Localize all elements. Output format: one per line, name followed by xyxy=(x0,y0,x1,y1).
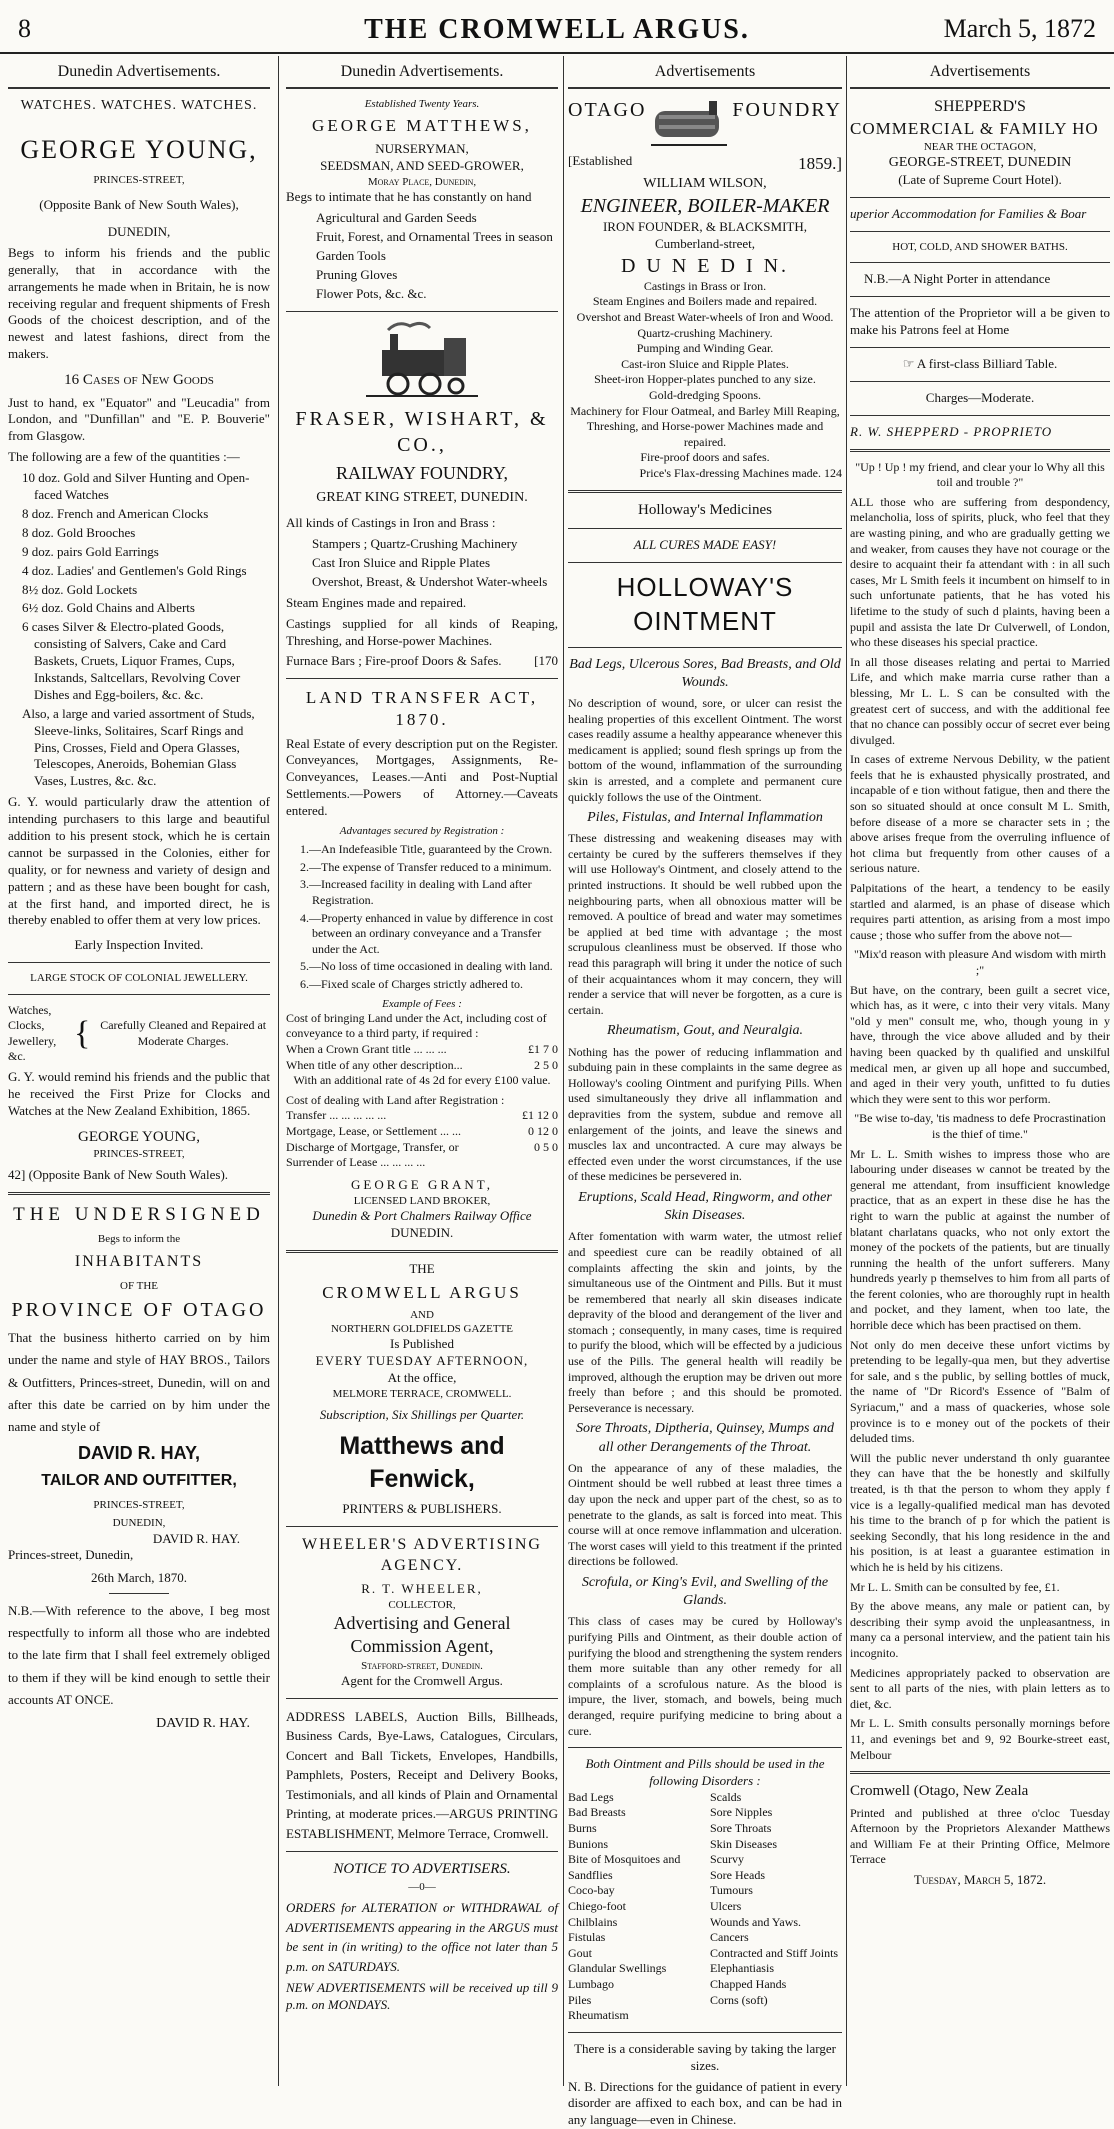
of-city: D U N E D I N. xyxy=(620,254,790,277)
list-item: Agricultural and Garden Seeds xyxy=(316,210,477,226)
list-item: 6.—Fixed scale of Charges strictly adhered to. xyxy=(300,977,524,991)
list-item: 5.—No loss of time occasioned in dealing with land. xyxy=(300,959,553,974)
wheeler-name: R. T. WHEELER, xyxy=(361,1580,483,1596)
und-street: PRINCES-STREET, xyxy=(93,1498,185,1511)
shepperd-name: SHEPPERD'S xyxy=(934,97,1026,115)
lt-fees-head: Example of Fees : xyxy=(382,997,462,1010)
of-established: [Established xyxy=(568,152,633,168)
section-body: On the appearance of any of these maladies, the Ointment should be well rubbed at least three times a day upon the neck and upper part of the chest, so as to penetrate to the glands, as salt is forced into meat. This course will at once remove inflammation and ulceration. The worst cases will yield to this treatment if the printed directions be followed. xyxy=(568,1460,842,1569)
list-item: 4 doz. Ladies' and Gentlemen's Gold Rings xyxy=(22,562,247,578)
ca-and: AND xyxy=(410,1308,434,1321)
holloway-header: Holloway's Medicines xyxy=(638,501,772,518)
imprint-body: Printed and published at three o'cloc Tuesday Afternoon by the Proprietors Alexander Matthews and William Fe at their Printing Office, Melmore Terrace xyxy=(850,1805,1110,1867)
ca-address: MELMORE TERRACE, CROMWELL. xyxy=(332,1388,512,1401)
george-young-name: GEORGE YOUNG, xyxy=(20,134,258,164)
fee-row: When a Crown Grant title ... ... ... £1 7 0 xyxy=(286,1042,558,1057)
list-item: Fruit, Forest, and Ornamental Trees in season xyxy=(316,229,553,245)
column-header: Advertisements xyxy=(850,56,1110,89)
smith-paragraph: Palpitations of the heart, a tendency to be easily startled and alarmed, is an phase of disease which requires parti attention, as arising from a most impo cause ; those who suffer from the above not— xyxy=(850,881,1110,942)
column-header: Dunedin Advertisements. xyxy=(286,56,558,89)
und-nb: N.B.—With reference to the above, I beg most respectfully to inform all those who are indebted to the late firm that I shall feel extremely obliged to them if they will be kind enough to settle their accounts AT ONCE. xyxy=(8,1603,270,1707)
ad-number: [170 xyxy=(534,653,558,669)
section-heading: Eruptions, Scald Head, Ringworm, and other Skin Diseases. xyxy=(578,1189,832,1224)
holloway-title: HOLLOWAY'S OINTMENT xyxy=(616,571,794,636)
quote: "Up ! Up ! my friend, and clear your lo Why all this toil and trouble ?" xyxy=(855,459,1105,490)
sh-street: GEORGE-STREET, DUNEDIN xyxy=(888,154,1072,170)
sh-attention: The attention of the Proprietor will a be given to make his Patrons feel at Home xyxy=(850,305,1110,338)
lt-dealing: Cost of dealing with Land after Registration : xyxy=(286,1092,505,1107)
column-divider xyxy=(563,56,564,2086)
smith-paragraph: But have, on the contrary, been guilt a secret vice, which has, as it were, c into their very vitals. Many "old y men" consult me, who, though young in y have, through the vice above alluded and by their having been quacked by th qualified and unskilful medical men, ar given up all hope and succumbed, and aged in their very youth, unfitted to fu duties which they were sent to this wor perform. xyxy=(850,982,1110,1106)
holloway-cures: ALL CURES MADE EASY! xyxy=(633,537,777,553)
ca-office: At the office, xyxy=(387,1370,457,1386)
section-body: Nothing has the power of reducing inflammation and subduing pain in these complaints in the same degree as Holloway's cooling Ointment and purifying Pills. When used simultaneously they drive all inflammation and depravities from the system, subdue and remove all enlargement of the joints, and leave the sinews and muscles lax and uncontracted. A cure may always be effected even under the worst circumstances, if the use of these medicines be persevered in. xyxy=(568,1044,842,1184)
sh-near: NEAR THE OCTAGON, xyxy=(923,140,1037,153)
smith-paragraph: Mr L. L. Smith consults personally mornings before 11, and evenings bet and 9, 92 Bourke-street east, Melbour xyxy=(850,1716,1110,1762)
smith-paragraph: Mr L. L. Smith wishes to impress those who are labouring under diseases w cannot be treated by the general me attendant, from insufficient knowledge practice, that as an expert in these dise he has the right to warn the public at against the number of blatant charlatans quacks, who not only extort the money of the pockets of the patients, but are tinually running the health of the unfort sufferers. Many hundreds yearly p themselves to him from all parts of the ferent colonies, who are thoroughly rupt in health and pocket, and they lament, when too late, the horrible dece which has been practised on them. xyxy=(850,1146,1110,1333)
gg-title: LICENSED LAND BROKER, xyxy=(353,1194,491,1207)
smith-paragraph: Mr L. L. Smith can be consulted by fee, £1. xyxy=(850,1579,1060,1594)
fw-lead: All kinds of Castings in Iron and Brass : xyxy=(286,515,496,531)
sh-billiard: ☞ A first-class Billiard Table. xyxy=(902,355,1058,371)
ad-number: 42] xyxy=(8,1167,26,1183)
newspaper-title: THE CROMWELL ARGUS. xyxy=(364,14,750,45)
column-divider xyxy=(278,56,279,2086)
lt-fee-additional: With an additional rate of 4s 2d for every £100 value. xyxy=(293,1073,551,1088)
gy-colonial: LARGE STOCK OF COLONIAL JEWELLERY. xyxy=(30,972,248,985)
david-hay-trade: TAILOR AND OUTFITTER, xyxy=(41,1472,237,1490)
of-trade2: IRON FOUNDER, & BLACKSMITH, xyxy=(602,219,808,235)
boiler-illustration xyxy=(649,97,729,153)
sh-accommodation: uperior Accommodation for Families & Boar xyxy=(850,206,1087,222)
smith-paragraph: ALL those who are suffering from despondency, melancholia, loss of spirits, pluck, who feel that they are wasting pining, and who are gradually getting we and weaker, from causes they have not courage or the desire to acquaint their fa attendant with : in all such cases, Mr L Smith feels it incumbent on himself to in such unfortunate patients, that he has voted his lifetime to the study of such d plaints, having been a pupil and assista the late Dr Culverwell, of London, who these diseases his special practice. xyxy=(850,494,1110,650)
page-number: 8 xyxy=(18,14,31,43)
notice-divider: —0— xyxy=(408,1880,436,1893)
section-body: After fomentation with warm water, the utmost relief and speediest cure can be readily obtained of all complaints affecting the skin and joints, by the simultaneous use of the Ointment and Pills. But it must be remembered that nearly all skin diseases indicate depravity of the blood and derangement of the liver and stomach ; consequently, in many cases, time is required to purify the blood, which will be effected by a judicious use of the Pills. The general health will readily be improved, although the eruption may be driven out more freely than before ; and this should be promoted. Perseverance is necessary. xyxy=(568,1229,842,1415)
gy-inspection: Early Inspection Invited. xyxy=(74,937,204,953)
watches-banner: WATCHES. WATCHES. WATCHES. xyxy=(20,97,258,113)
column-2 xyxy=(286,56,558,2086)
und-of-the: OF THE xyxy=(120,1280,158,1293)
wh-collector: COLLECTOR, xyxy=(388,1598,456,1611)
disorders-heading: Both Ointment and Pills should be used in the following Disorders : xyxy=(585,1756,825,1788)
wheeler-title: WHEELER'S ADVERTISING AGENCY. xyxy=(302,1536,542,1574)
quote: "Be wise to-day, 'tis madness to defe Procrastination is the thief of time." xyxy=(854,1111,1106,1141)
gy-cases-title: 16 Cases of New Goods xyxy=(64,372,214,389)
cromwell-argus-name: CROMWELL ARGUS xyxy=(322,1282,522,1302)
fw-address: GREAT KING STREET, DUNEDIN. xyxy=(316,490,528,505)
gy-list-intro: The following are a few of the quantities :— xyxy=(8,449,240,465)
george-matthews-name: GEORGE MATTHEWS, xyxy=(312,116,532,136)
address-labels: ADDRESS LABELS, Auction Bills, Billheads, Business Cards, Bye-Laws, Catalogues, Circulars, Concert and Ball Tickets, Envelopes, Handbills, Pamphlets, Posters, Receipt and Delivery Books, Testimonials, and all kinds of Plain and Ornamental Printing, at moderate prices.—ARGUS PRINTING ESTABLISHMENT, Melmore Terrace, Cromwell. xyxy=(286,1708,558,1841)
und-begs: Begs to inform the xyxy=(97,1232,181,1245)
wh-agent: Advertising and General Commission Agent, xyxy=(333,1612,511,1657)
list-item: Castings in Brass or Iron. xyxy=(643,278,767,293)
section-heading: Scrofula, or King's Evil, and Swelling of the Glands. xyxy=(581,1574,829,1609)
column-divider xyxy=(846,56,847,2086)
of-year: 1859.] xyxy=(798,153,842,173)
of-otago: OTAGO xyxy=(568,98,647,121)
list-item: Stampers ; Quartz-Crushing Machinery xyxy=(312,536,518,552)
gy-city: DUNEDIN, xyxy=(107,223,171,239)
list-item: 8½ doz. Gold Lockets xyxy=(22,581,138,597)
fw-items xyxy=(286,536,558,591)
david-hay-name: DAVID R. HAY, xyxy=(77,1442,201,1463)
ca-subscription: Subscription, Six Shillings per Quarter. xyxy=(319,1407,525,1423)
gm-trade: NURSERYMAN, xyxy=(375,141,469,157)
mf-trade: PRINTERS & PUBLISHERS. xyxy=(342,1501,502,1517)
section-body: These distressing and weakening diseases may with certainty be cured by the sufferers themselves if they will use Holloway's Ointment, and closely attend to the printed instructions. It should be well rubbed upon the neighbouring parts, when all obnoxious matter will be removed. A poultice of bread and water may sometimes be applied at bed time with advantage ; the most scrupulous cleanliness must be observed. If those who read this paragraph will bring it under the notice of such of their acquaintances whom it may concern, they will render a service that will never be forgotten, as a cure is certain. xyxy=(568,831,842,1017)
fw-steam: Steam Engines made and repaired. xyxy=(286,594,467,610)
disorders-left: Bad Legs Bad Breasts Burns Bunions Bite of Mosquitoes and Sandflies Coco-bay Chiego-foot Chilblains Fistulas Gout Glandular Swellings Lumbago Piles Rheumatism xyxy=(568,1789,681,2023)
notice-title: NOTICE TO ADVERTISERS. xyxy=(333,1861,511,1878)
section-heading: Piles, Fistulas, and Internal Inflammation xyxy=(587,810,823,826)
repair-items: Watches, Clocks, Jewellery, &c. xyxy=(8,1002,57,1064)
list-item: Sheet-iron Hopper-plates punched to any size. xyxy=(594,372,816,387)
repair-note: Carefully Cleaned and Repaired at Moderate Charges. xyxy=(100,1018,267,1048)
ca-gazette: NORTHERN GOLDFIELDS GAZETTE xyxy=(330,1323,514,1336)
fw-trade: RAILWAY FOUNDRY, xyxy=(335,462,509,483)
column-3 xyxy=(568,56,842,2128)
und-inhabitants: INHABITANTS xyxy=(74,1253,204,1271)
list-item: Flower Pots, &c. &c. xyxy=(316,285,427,301)
gg-office: Dunedin & Port Chalmers Railway Office xyxy=(312,1208,532,1224)
und-date: 26th March, 1870. xyxy=(90,1570,188,1586)
gy-sig-opposite: (Opposite Bank of New South Wales). xyxy=(28,1167,229,1183)
notice-new: NEW ADVERTISEMENTS will be received up till 9 p.m. on MONDAYS. xyxy=(286,1980,558,2013)
smith-paragraph: Will the public never understand th only guarantee they can have that the be honestly and skilfully treated, is th that the person to whom they apply f vice is a legally-qualified medical man has devoted his time to the branch of p for which the patient is seeking Secondly, that his long residence in the and his position, is at least a guarantee estimation in which he is held by his citizens. xyxy=(850,1450,1110,1574)
fee-row: Transfer ... ... ... ... ... £1 12 0 xyxy=(286,1108,558,1123)
list-item: 1.—An Indefeasible Title, guaranteed by the Crown. xyxy=(300,842,553,857)
fee-row: When title of any other description... 2 5 0 xyxy=(286,1057,558,1072)
ca-published: Is Published xyxy=(390,1336,454,1352)
list-item: Cast-iron Sluice and Ripple Plates. xyxy=(621,356,789,371)
list-item: 6 cases Silver & Electro-plated Goods, consisting of Salvers, Cake and Card Baskets, Cruets, Liquor Frames, Cups, Inkstands, Saltcellars, Revolving Cover Dishes and Egg-boilers, &c. &c. xyxy=(22,619,241,702)
section-heading: Sore Throats, Diptheria, Quinsey, Mumps and all other Derangements of the Throat. xyxy=(576,1421,834,1455)
list-item: 10 doz. Gold and Silver Hunting and Open-faced Watches xyxy=(22,470,250,503)
list-item: 9 doz. pairs Gold Earrings xyxy=(22,543,159,559)
list-item: Pumping and Winding Gear. xyxy=(636,341,774,356)
disorders-right: Scalds Sore Nipples Sore Throats Skin Diseases Scurvy Sore Heads Tumours Ulcers Wounds and Yaws. Cancers Contracted and Stiff Joints Elephantiasis Chapped Hands Corns (soft) xyxy=(710,1789,839,2007)
column-1 xyxy=(8,56,270,2086)
list-item: 3.—Increased facility in dealing with Land after Registration. xyxy=(300,877,532,908)
gy-opposite: (Opposite Bank of New South Wales), xyxy=(39,197,239,213)
of-trade: ENGINEER, BOILER-MAKER xyxy=(580,195,830,218)
und-city: DUNEDIN, xyxy=(112,1517,166,1530)
imprint-title: Cromwell (Otago, New Zeala xyxy=(850,1783,1029,1800)
smith-paragraph: In all those diseases relating and pertai to Married Life, and which make marria curse rather than a blessing, Mr L. L. S can be consulted with the greatest cert of success, and with the additional fee that no chance can possibly occur of secret ever being divulged. xyxy=(850,654,1110,747)
smith-paragraph: By the above means, any male or patient can, by describing their symp avoid the unpleasantness, in many ca a personal interview, and the patient tain his incognito. xyxy=(850,1599,1110,1660)
william-wilson-name: WILLIAM WILSON, xyxy=(643,175,767,191)
notice-body: ORDERS for ALTERATION or WITHDRAWAL of ADVERTISEMENTS appearing in the ARGUS must be sent in (in writing) to the office not later than 5 p.m. on SATURDAYS. xyxy=(286,1900,558,1974)
otago-foundry-header xyxy=(568,97,842,153)
ca-the: THE xyxy=(409,1260,435,1276)
gy-street: PRINCES-STREET, xyxy=(93,173,185,186)
list-item: 2.—The expense of Transfer reduced to a minimum. xyxy=(300,859,552,874)
gm-items xyxy=(286,210,558,302)
list-item: 4.—Property enhanced in value by difference in cost between an ordinary conveyance and a Transfer under the Act. xyxy=(300,910,554,956)
gg-city: DUNEDIN. xyxy=(390,1224,454,1240)
und-body: That the business hitherto carried on by him under the name and style of HAY BROS., Tailors & Outfitters, Princes-street, Dunedin, will on and after this date be carried on by him under the name and style of xyxy=(8,1330,270,1434)
list-item: Garden Tools xyxy=(316,247,386,263)
list-item: Pruning Gloves xyxy=(316,266,398,282)
section-heading: Bad Legs, Ulcerous Sores, Bad Breasts, and Old Wounds. xyxy=(569,656,841,690)
und-signature: DAVID R. HAY. xyxy=(152,1530,240,1546)
wh-street: Stafford-street, Dunedin. xyxy=(361,1659,483,1672)
column-4 xyxy=(850,56,1110,2086)
undersigned-title: THE UNDERSIGNED xyxy=(13,1204,265,1226)
smith-paragraph: Medicines appropriately packed to observation are sent to all parts of the nies, with plain letters as to diet, &c. xyxy=(850,1665,1110,1711)
list-item: 6½ doz. Gold Chains and Alberts xyxy=(22,600,195,616)
lt-advantages-head: Advantages secured by Registration : xyxy=(339,824,505,837)
masthead xyxy=(0,0,1114,54)
wh-argus: Agent for the Cromwell Argus. xyxy=(341,1672,503,1688)
list-item: Fire-proof doors and safes. xyxy=(640,450,770,465)
column-header: Advertisements xyxy=(568,56,842,89)
matthews-fenwick-name: Matthews and Fenwick, xyxy=(339,1432,505,1493)
disorders-list xyxy=(568,1790,842,2024)
locomotive-illustration xyxy=(362,320,482,400)
list-item: Machinery for Flour Oatmeal, and Barley Mill Reaping, Threshing, and Horse-power Machines made and repaired. xyxy=(570,403,840,449)
gy-cases-text: Just to hand, ex "Equator" and "Leucadia" from London, and "Dunfillan" and "E. P. Bouverie" from Glasgow. xyxy=(8,394,270,444)
list-item: Overshot, Breast, & Undershot Water-wheels xyxy=(312,573,548,589)
sh-baths: HOT, COLD, AND SHOWER BATHS. xyxy=(892,240,1068,253)
holloway-saving: There is a considerable saving by taking the larger sizes. xyxy=(574,2040,836,2073)
gm-begs: Begs to intimate that he has constantly on hand xyxy=(286,189,532,205)
ca-when: EVERY TUESDAY AFTERNOON, xyxy=(315,1353,529,1369)
lt-advantages xyxy=(286,842,558,992)
list-item: Gold-dredging Spoons. xyxy=(649,388,761,403)
section-body: No description of wound, sore, or ulcer can resist the healing properties of this excellent Ointment. The worst cases readily assume a healthy appearance whenever this medicament is applied; sound flesh springs up from the bottom of the wound, inflammation of the surrounding skin is arrested, and a complete and permanent cure quickly follows the use of the Ointment. xyxy=(568,695,842,804)
shepperd-title: COMMERCIAL & FAMILY HO xyxy=(850,118,1099,138)
und-place: Princes-street, Dunedin, xyxy=(8,1547,134,1563)
section-body: This class of cases may be cured by Holloway's purifying Pills and Ointment, as their double action of purifying the blood and strengthening the system renders them more suitable than any other remedy for all complaints of a scrofulous nature. As the blood is impure, the liver, stomach, and bowels, being much deranged, require purifying medicine to bring about a cure. xyxy=(568,1614,842,1738)
sh-signature: R. W. SHEPPERD - PROPRIETO xyxy=(850,423,1053,439)
smith-paragraph: In cases of extreme Nervous Debility, w the patient feels that he is exhausted physically prostrated, and incapable of e tion without fatigue, then and there the son so situated should at once consult M L. Smith, before disease of a more se character sets in ; the above arises freque from the overruling influence of hot clima but frequently from other causes of a serious nature. xyxy=(850,752,1110,876)
list-item: Cast Iron Sluice and Ripple Plates xyxy=(312,554,491,570)
lt-body: Real Estate of every description put on the Register. Conveyances, Mortgages, Assignments, Re-Conveyances, Leases.—Anti and Post-Nuptial Settlements.—Powers of Attorney.—Caveats entered. xyxy=(286,735,558,819)
gy-sig-street: PRINCES-STREET, xyxy=(93,1148,185,1161)
gy-intro: Begs to inform his friends and the public generally, that in accordance with the arrangements he made when in Britain, he is now receiving regular and frequent shipments of Fresh Goods of the choicest description, and of the newest and latest fashions, direct from the makers. xyxy=(8,244,270,362)
holloway-nb: N. B. Directions for the guidance of patient in every disorder are affixed to each box, and can be had in any language—even in Chinese. xyxy=(568,2078,842,2128)
list-item: Price's Flax-dressing Machines made. 124 xyxy=(639,465,842,480)
lt-fees-intro: Cost of bringing Land under the Act, including cost of conveyance to a third party, if required : xyxy=(286,1010,547,1041)
george-grant-name: GEORGE GRANT, xyxy=(350,1176,494,1192)
imprint-date: Tuesday, March 5, 1872. xyxy=(913,1871,1047,1887)
of-items xyxy=(568,279,842,482)
issue-date: March 5, 1872 xyxy=(943,14,1096,43)
list-item: 8 doz. French and American Clocks xyxy=(22,505,209,521)
list-item: Also, a large and varied assortment of Studs, Sleeve-links, Solitaires, Scarf Rings and Pins, Crosses, Field and Opera Glasses, Telescopes, Aneroids, Bohemian Glass Vases, Lustres, &c. &c. xyxy=(22,705,255,789)
gm-address: Moray Place, Dunedin, xyxy=(367,175,477,188)
smith-paragraph: Not only do men deceive these unfort victims by pretending to be legally-qua men, but they advertise for sale, and s the public, by selling bottles of muck, the name of "Dr Ricord's Essence of "Balm of Syriacum," and a mass of quackeries, whose sole province is to e money out of the pockets of their deluded tims. xyxy=(850,1337,1110,1446)
of-street: Cumberland-street, xyxy=(655,235,755,251)
list-item: Quartz-crushing Machinery. xyxy=(637,325,773,340)
fraser-wishart-name: FRASER, WISHART, & CO., xyxy=(295,407,549,456)
fee-row: Mortgage, Lease, or Settlement ... ... 0 12 0 xyxy=(286,1124,558,1139)
of-foundry: FOUNDRY xyxy=(732,98,842,121)
gm-trade2: SEEDSMAN, AND SEED-GROWER, xyxy=(320,158,524,174)
list-item: Overshot and Breast Water-wheels of Iron and Wood. xyxy=(576,310,834,325)
fee-row: Discharge of Mortgage, Transfer, or Surrender of Lease ... ... ... ... 0 5 0 xyxy=(286,1139,558,1170)
und-province: PROVINCE OF OTAGO xyxy=(11,1299,267,1322)
fw-castings: Castings supplied for all kinds of Reaping, Threshing, and Horse-power Machines. xyxy=(286,615,558,648)
quote: "Mix'd reason with pleasure And wisdom with mirth ;" xyxy=(853,947,1107,977)
fw-furnace: Furnace Bars ; Fire-proof Doors & Safes. xyxy=(286,653,502,669)
sh-porter: N.B.—A Night Porter in attendance xyxy=(864,271,1051,287)
gy-goods-list xyxy=(8,470,270,790)
gy-prize: G. Y. would remind his friends and the public that he received the First Prize for Clocks and Watches at the New Zealand Exhibition, 1865. xyxy=(8,1068,270,1118)
nb-signature: DAVID R. HAY. xyxy=(156,1715,250,1731)
gm-established: Established Twenty Years. xyxy=(364,97,480,110)
sh-late: (Late of Supreme Court Hotel). xyxy=(898,172,1062,188)
gy-repair: Watches, Clocks, Jewellery, &c. { Carefully Cleaned and Repaired at Moderate Charges. xyxy=(8,1003,270,1065)
list-item: Steam Engines and Boilers made and repaired. xyxy=(592,294,818,309)
section-heading: Rheumatism, Gout, and Neuralgia. xyxy=(607,1023,803,1039)
sh-charges: Charges—Moderate. xyxy=(925,389,1035,405)
list-item: 8 doz. Gold Brooches xyxy=(22,524,136,540)
gy-attention: G. Y. would particularly draw the attention of intending purchasers to this large and beautiful addition to his present stock, which he is certain cannot be surpassed in the Colonies, either for quality, or for newness and variety of design and pattern ; and as these have been bought for cash, at the first hand, and imported direct, he is thereby enabled to offer them at very low prices. xyxy=(8,794,270,928)
column-header: Dunedin Advertisements. xyxy=(8,56,270,89)
land-transfer-title: LAND TRANSFER ACT, 1870. xyxy=(305,688,539,730)
gy-sig-name: GEORGE YOUNG, xyxy=(78,1128,200,1145)
